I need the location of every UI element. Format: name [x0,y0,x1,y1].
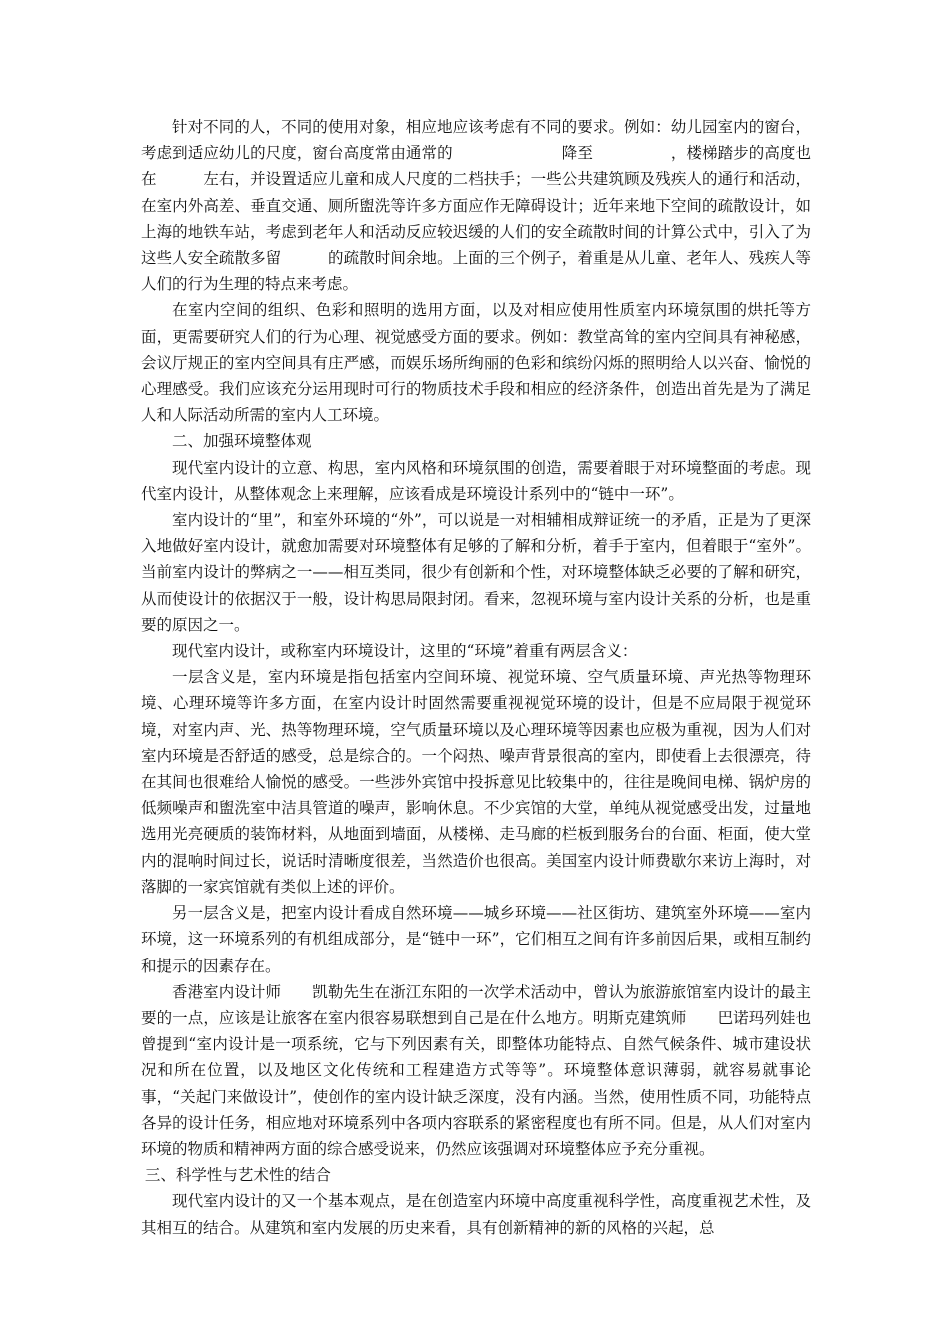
paragraph: 在室内空间的组织、色彩和照明的选用方面，以及对相应使用性质室内环境氛围的烘托等方面，更需要研究人们的行为心理、视觉感受方面的要求。例如：教堂高耸的室内空间具有神秘感，会议厅规正的室内空间具有庄严感，而娱乐场所绚丽的色彩和缤纷闪烁的照明给人以兴奋、愉悦的心理感受。我们应该充分运用现时可行的物质技术手段和相应的经济条件，创造出首先是为了满足人和人际活动所需的室内人工环境。 [141,301,811,425]
paragraph: 现代室内设计，或称室内环境设计，这里的“环境”着重有两层含义： [172,642,638,661]
document-page [141,114,811,1241]
paragraph: 现代室内设计的立意、构思，室内风格和环境氛围的创造，需要着眼于对环境整面的考虑。现代室内设计，从整体观念上来理解，应该看成是环境设计系列中的“链中一环”。 [141,458,811,503]
paragraph: 香港室内设计师 凯勒先生在浙江东阳的一次学术活动中，曾认为旅游旅馆室内设计的最主要的一点，应该是让旅客在室内很容易联想到自己是在什么地方。明斯克建筑师 巴诺玛列娃也曾提到“室内设计是一项系统，它与下列因素有关，即整体功能特点、自然气候条件、城市建设状况和所在位置，以及地区文化传统和工程建造方式等等”。环境整体意识薄弱，就容易就事论事，“关起门来做设计”，使创作的室内设计缺乏深度，没有内涵。当然，使用性质不同，功能特点各异的设计任务，相应地对环境系列中各项内容联系的紧密程度也有所不同。但是，从人们对室内环境的物质和精神两方面的综合感受说来，仍然应该强调对环境整体应予充分重视。 [141,982,811,1158]
paragraph: 室内设计的“里”，和室外环境的“外”，可以说是一对相辅相成辩证统一的矛盾，正是为了更深入地做好室内设计，就愈加需要对环境整体有足够的了解和分析，着手于室内，但着眼于“室外”。当前室内设计的弊病之一——相互类同，很少有创新和个性，对环境整体缺乏必要的了解和研究，从而使设计的依据汉于一般，设计构思局限封闭。看来，忽视环境与室内设计关系的分析，也是重要的原因之一。 [141,511,811,634]
paragraph: 另一层含义是，把室内设计看成自然环境——城乡环境——社区街坊、建筑室外环境——室内环境，这一环境系列的有机组成部分，是“链中一环”，它们相互之间有许多前因后果，或相互制约和提示的因素存在。 [141,904,811,975]
section-heading: 三、科学性与艺术性的结合 [144,1166,331,1185]
section-heading: 二、加强环境整体观 [172,432,312,451]
paragraph: 一层含义是，室内环境是指包括室内空间环境、视觉环境、空气质量环境、声光热等物理环境、心理环境等许多方面，在室内设计时固然需要重视视觉环境的设计，但是不应局限于视觉环境，对室内声、光、热等物理环境，空气质量环境以及心理环境等因素也应极为重视，因为人们对室内环境是否舒适的感受，总是综合的。一个闷热、噪声背景很高的室内，即使看上去很漂亮，待在其间也很难给人愉悦的感受。一些涉外宾馆中投拆意见比较集中的，往往是晚间电梯、锅炉房的低频噪声和盥洗室中洁具管道的噪声，影响休息。不少宾馆的大堂，单纯从视觉感受出发，过量地选用光亮硬质的装饰材料，从地面到墙面，从楼梯、走马廊的栏板到服务台的台面、柜面，使大堂内的混响时间过长，说话时清晰度很差，当然造价也很高。美国室内设计师费歇尔来访上海时，对落脚的一家宾馆就有类似上述的评价。 [141,668,811,896]
paragraph: 针对不同的人，不同的使用对象，相应地应该考虑有不同的要求。例如：幼儿园室内的窗台，考虑到适应幼儿的尺度，窗台高度常由通常的 降至 ，楼梯踏步的高度也在 左右，并设置适应儿童和成人尺度的二档扶手；一些公共建筑顾及残疾人的通行和活动，在室内外高差、垂直交通、厕所盥洗等许多方面应作无障碍设计；近年来地下空间的疏散设计，如上海的地铁车站，考虑到老年人和活动反应较迟缓的人们的安全疏散时间的计算公式中，引入了为这些人安全疏散多留 的疏散时间余地。上面的三个例子，着重是从儿童、老年人、残疾人等人们的行为生理的特点来考虑。 [141,118,811,294]
paragraph: 现代室内设计的又一个基本观点，是在创造室内环境中高度重视科学性，高度重视艺术性，及其相互的结合。从建筑和室内发展的历史来看，具有创新精神的新的风格的兴起，总 [141,1192,811,1237]
